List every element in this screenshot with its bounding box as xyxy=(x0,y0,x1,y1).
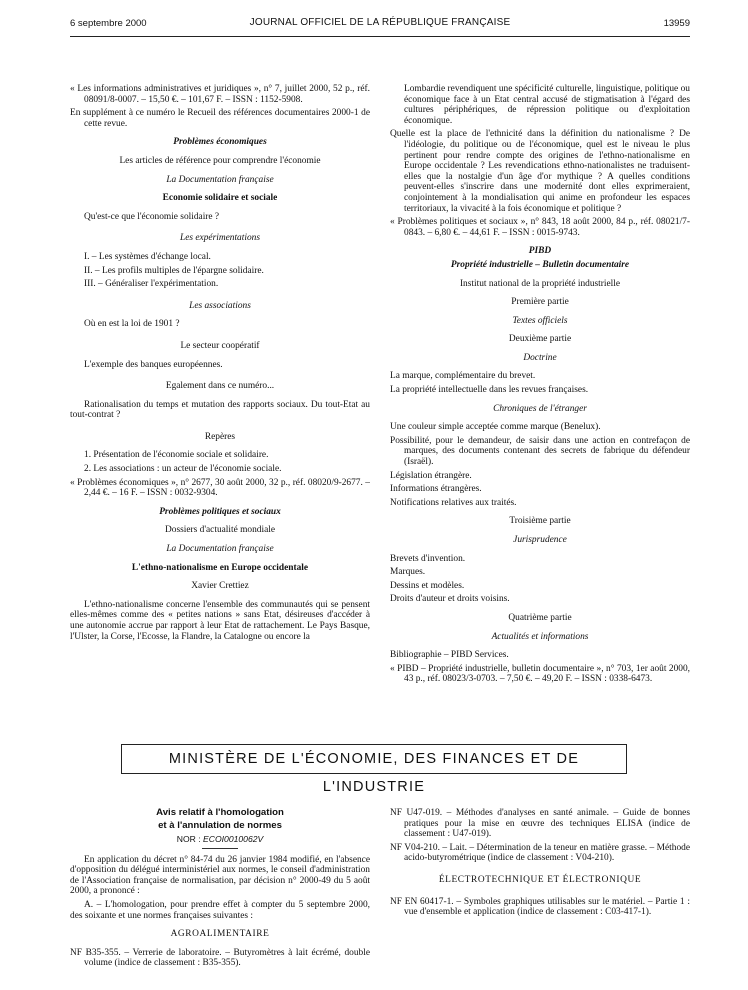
reference-entry: « Problèmes économiques », n° 2677, 30 août 2000, 32 p., réf. 08020/9-2677. – 2,44 €. – 16 F. – ISSN : 0032-9304. xyxy=(70,477,370,499)
list-item: Droits d'auteur et droits voisins. xyxy=(390,594,510,605)
part-title: Troisième partie xyxy=(509,516,571,527)
column-right-bottom xyxy=(390,808,690,921)
institute-name: Institut national de la propriété industrielle xyxy=(459,278,621,289)
part-subtitle: Jurisprudence xyxy=(513,535,567,545)
paragraph: Quelle est la place de l'ethnicité dans la définition du nationalisme ? De l'idéologie, du politique ou de l'économique, quel est le niveau le plus pertinent pour rendre compte des origines de l'ethno-nationalisme en Europe occidentale ? Les revendications ethno-nationalistes ne traduisent-elles que la nostalgie d'un âge d'or mythique ? A quelles conditions peuvent-elles s'inscrire dans une modernité dont elles exprimeraient, conjointement à la mondialisation qui anime en profondeur les espaces territoriaux, la vivacité à la fois économique et politique ? xyxy=(390,129,690,214)
column-left-top xyxy=(70,84,370,645)
list-item: 2. Les associations : un acteur de l'économie sociale. xyxy=(84,464,282,475)
header-date: 6 septembre 2000 xyxy=(70,18,147,29)
norm-entry: NF EN 60417-1. – Symboles graphiques utilisables sur le matériel. – Partie 1 : vue d'ensemble et application (indice de classement : C03-417-1). xyxy=(390,896,690,918)
section-subtitle: Les articles de référence pour comprendre l'économie xyxy=(119,155,321,166)
ministry-banner xyxy=(121,744,627,795)
page-header xyxy=(70,16,690,32)
subsection-title: Les associations xyxy=(189,300,251,311)
dossier-title: Economie solidaire et sociale xyxy=(162,193,278,204)
section-title: PIBD xyxy=(528,246,552,257)
list-item: Dessins et modèles. xyxy=(390,580,465,591)
subsection-title: Les expérimentations xyxy=(180,233,260,244)
reference-entry: « Les informations administratives et juridiques », n° 7, juillet 2000, 52 p., réf. 08091/8-0007. – 15,50 €. – 101,67 F. – ISSN : 1152-5908. xyxy=(70,84,370,105)
paragraph: En application du décret n° 84-74 du 26 janvier 1984 modifié, en l'absence d'opposition du délégué interministériel aux normes, le conseil d'administration de l'Association française de normalisation, par décision n° 2000-49 du 5 août 2000, a prononcé : xyxy=(70,854,370,897)
category-title: ÉLECTROTECHNIQUE ET ÉLECTRONIQUE xyxy=(438,874,642,885)
journal-title: JOURNAL OFFICIEL DE LA RÉPUBLIQUE FRANÇAISE xyxy=(249,17,511,28)
list-item: III. – Généraliser l'expérimentation. xyxy=(84,279,219,290)
list-item: La marque, complémentaire du brevet. xyxy=(390,371,536,382)
paragraph: L'exemple des banques européennes. xyxy=(84,359,223,370)
part-title: Première partie xyxy=(511,297,569,308)
dossier-question: Qu'est-ce que l'économie solidaire ? xyxy=(84,211,220,222)
part-title: Quatrième partie xyxy=(508,612,572,623)
part-subtitle: Chroniques de l'étranger xyxy=(493,403,587,414)
notice-title-line2: et à l'annulation de normes xyxy=(158,820,282,831)
list-item: Notifications relatives aux traités. xyxy=(390,497,517,508)
list-item: La propriété intellectuelle dans les revues françaises. xyxy=(390,385,589,396)
list-item: Informations étrangères. xyxy=(390,484,482,495)
page-number: 13959 xyxy=(663,18,690,29)
list-item: II. – Les profils multiples de l'épargne solidaire. xyxy=(84,265,264,276)
category-title: AGROALIMENTAIRE xyxy=(170,929,270,940)
publisher-name: La Documentation française xyxy=(166,174,274,185)
section-subtitle: Dossiers d'actualité mondiale xyxy=(165,525,275,536)
column-left-bottom xyxy=(70,808,370,972)
subsection-title: Egalement dans ce numéro... xyxy=(165,381,275,392)
subsection-title: Repères xyxy=(204,431,236,442)
norm-entry: NF V04-210. – Lait. – Détermination de la teneur en matière grasse. – Méthode acido-butyrométrique (indice de classement : V04-210). xyxy=(390,842,690,864)
header-rule xyxy=(70,36,690,37)
part-subtitle: Textes officiels xyxy=(512,315,568,326)
notice-title: Avis relatif à l'homologation xyxy=(156,807,284,818)
list-item: I. – Les systèmes d'échange local. xyxy=(84,251,211,262)
list-item: Brevets d'invention. xyxy=(390,553,466,564)
dossier-title: L'ethno-nationalisme en Europe occidentale xyxy=(131,562,309,573)
author-name: Xavier Crettiez xyxy=(191,581,249,592)
subsection-title: Le secteur coopératif xyxy=(180,340,260,351)
list-item: Bibliographie – PIBD Services. xyxy=(390,650,509,661)
paragraph: L'ethno-nationalisme concerne l'ensemble des communautés qui se pensent elles-mêmes comme des « petites nations » sans Etat, désireuses d'accéder à une autonomie accrue par rapport à leur Etat de rattachement. Le Pays Basque, l'Ulster, la Corse, l'Ecosse, la Flandre, la Catalogne ou encore la xyxy=(70,599,370,642)
publisher-name: La Documentation française xyxy=(166,544,274,555)
list-item: Possibilité, pour le demandeur, de saisir dans une action en contrefaçon de marques, des documents contenant des secrets de fabrique du défendeur (Israël). xyxy=(390,435,690,468)
reference-entry: « Problèmes politiques et sociaux », n° 843, 18 août 2000, 84 p., réf. 08021/7-0843. – 6,80 €. – 44,61 F. – ISSN : 0015-9743. xyxy=(390,217,690,238)
paragraph: A. – L'homologation, pour prendre effet à compter du 5 septembre 2000, des soixante et une normes françaises suivantes : xyxy=(70,899,370,921)
section-title: Problèmes économiques xyxy=(173,137,267,148)
paragraph: Rationalisation du temps et mutation des rapports sociaux. Du tout-Etat au tout-contrat ? xyxy=(70,399,370,421)
norm-entry: NF U47-019. – Méthodes d'analyses en santé animale. – Guide de bonnes pratiques pour la mise en œuvre des techniques ELISA (indice de classement : U47-019). xyxy=(390,808,690,840)
list-item: Une couleur simple acceptée comme marque (Benelux). xyxy=(390,422,601,433)
column-right-top xyxy=(390,84,690,688)
norm-entry: NF B35-355. – Verrerie de laboratoire. – Butyromètres à lait écrémé, double volume (indice de classement : B35-355). xyxy=(70,947,370,969)
section-subtitle: Propriété industrielle – Bulletin documentaire xyxy=(450,259,630,270)
paragraph: Lombardie revendiquent une spécificité culturelle, linguistique, politique ou économique face à un Etat central accusé de stigmatisation à l'égard des cultures périphériques, de répression politique ou d'exploitation économique. xyxy=(404,84,690,126)
part-subtitle: Actualités et informations xyxy=(491,631,589,642)
divider xyxy=(202,848,238,849)
part-title: Deuxième partie xyxy=(508,334,572,345)
list-item: Législation étrangère. xyxy=(390,470,472,481)
nor-reference: NOR : ECOI0010062V xyxy=(176,834,264,844)
list-item: 1. Présentation de l'économie sociale et solidaire. xyxy=(84,450,269,461)
paragraph: Où en est la loi de 1901 ? xyxy=(84,319,180,330)
list-item: Marques. xyxy=(390,567,426,578)
supplement-note: En supplément à ce numéro le Recueil des références documentaires 2000-1 de cette revue. xyxy=(70,108,370,129)
part-subtitle: Doctrine xyxy=(523,352,557,363)
reference-entry: « PIBD – Propriété industrielle, bulletin documentaire », n° 703, 1er août 2000, 43 p., réf. 08023/3-0703. – 7,50 €. – 49,20 F. – ISSN : 0338-6473. xyxy=(390,663,690,685)
section-title: Problèmes politiques et sociaux xyxy=(159,506,281,517)
ministry-title: MINISTÈRE DE L'ÉCONOMIE, DES FINANCES ET DE L'INDUSTRIE xyxy=(168,751,580,795)
